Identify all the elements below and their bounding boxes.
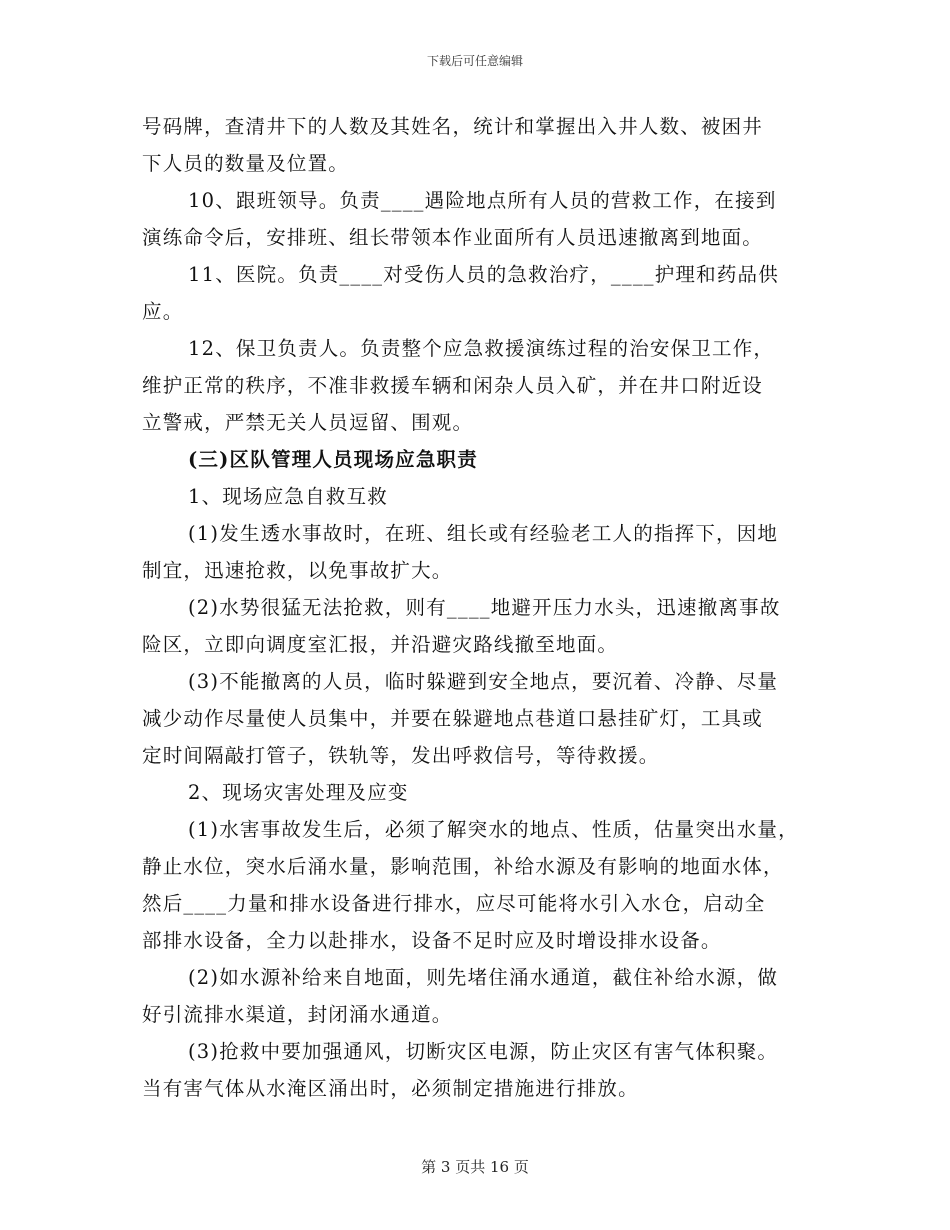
document-body (142, 108, 822, 1107)
text-line: 定时间隔敲打管子，铁轨等，发出呼救信号，等待救援。 (142, 744, 660, 767)
text-line: 好引流排水渠道，封闭涌水通道。 (142, 1003, 453, 1026)
text-line: 险区，立即向调度室汇报，并沿避灾路线撤至地面。 (142, 633, 619, 656)
page-footer: 第 3 页共 16 页 (421, 1158, 529, 1176)
text-line: 然后____力量和排水设备进行排水，应尽可能将水引入水仓，启动全 (142, 892, 766, 915)
text-line: 2、现场灾害处理及应变 (188, 781, 409, 804)
text-line: 下人员的数量及位置。 (142, 152, 350, 175)
text-line: 10、跟班领导。负责____遇险地点所有人员的营救工作，在接到 (188, 189, 777, 212)
text-line: (2)水势很猛无法抢救，则有____地避开压力水头，迅速撤离事故 (188, 596, 781, 619)
text-line: 减少动作尽量使人员集中，并要在躲避地点巷道口悬挂矿灯，工具或 (142, 707, 764, 730)
text-line: (3)不能撤离的人员，临时躲避到安全地点，要沉着、冷静、尽量 (188, 670, 779, 693)
text-line: 12、保卫负责人。负责整个应急救援演练过程的治安保卫工作， (188, 337, 775, 360)
text-line: (2)如水源补给来自地面，则先堵住涌水通道，截住补给水源，做 (188, 966, 779, 989)
text-line: 应。 (142, 300, 184, 323)
text-line: 维护正常的秩序，不准非救援车辆和闲杂人员入矿，并在井口附近设 (142, 374, 764, 397)
text-line: 号码牌，查清井下的人数及其姓名，统计和掌握出入井人数、被困井 (142, 115, 764, 138)
text-line: (1)水害事故发生后，必须了解突水的地点、性质，估量突出水量， (188, 818, 799, 841)
page-header: 下载后可任意编辑 (426, 54, 523, 68)
text-line: 静止水位，突水后涌水量，影响范围，补给水源及有影响的地面水体， (142, 855, 784, 878)
section-heading: (三)区队管理人员现场应急职责 (188, 448, 478, 471)
text-line: 制宜，迅速抢救，以免事故扩大。 (142, 559, 453, 582)
text-line: 当有害气体从水淹区涌出时，必须制定措施进行排放。 (142, 1077, 639, 1100)
text-line: 1、现场应急自救互救 (188, 485, 388, 508)
text-line: (1)发生透水事故时，在班、组长或有经验老工人的指挥下，因地 (188, 522, 779, 545)
text-line: 演练命令后，安排班、组长带领本作业面所有人员迅速撤离到地面。 (142, 226, 764, 249)
text-line: (3)抢救中要加强通风，切断灾区电源，防止灾区有害气体积聚。 (188, 1040, 779, 1063)
text-line: 部排水设备，全力以赴排水，设备不足时应及时增设排水设备。 (142, 929, 722, 952)
text-line: 立警戒，严禁无关人员逗留、围观。 (142, 411, 474, 434)
text-line: 11、医院。负责____对受伤人员的急救治疗，____护理和药品供 (188, 263, 779, 286)
